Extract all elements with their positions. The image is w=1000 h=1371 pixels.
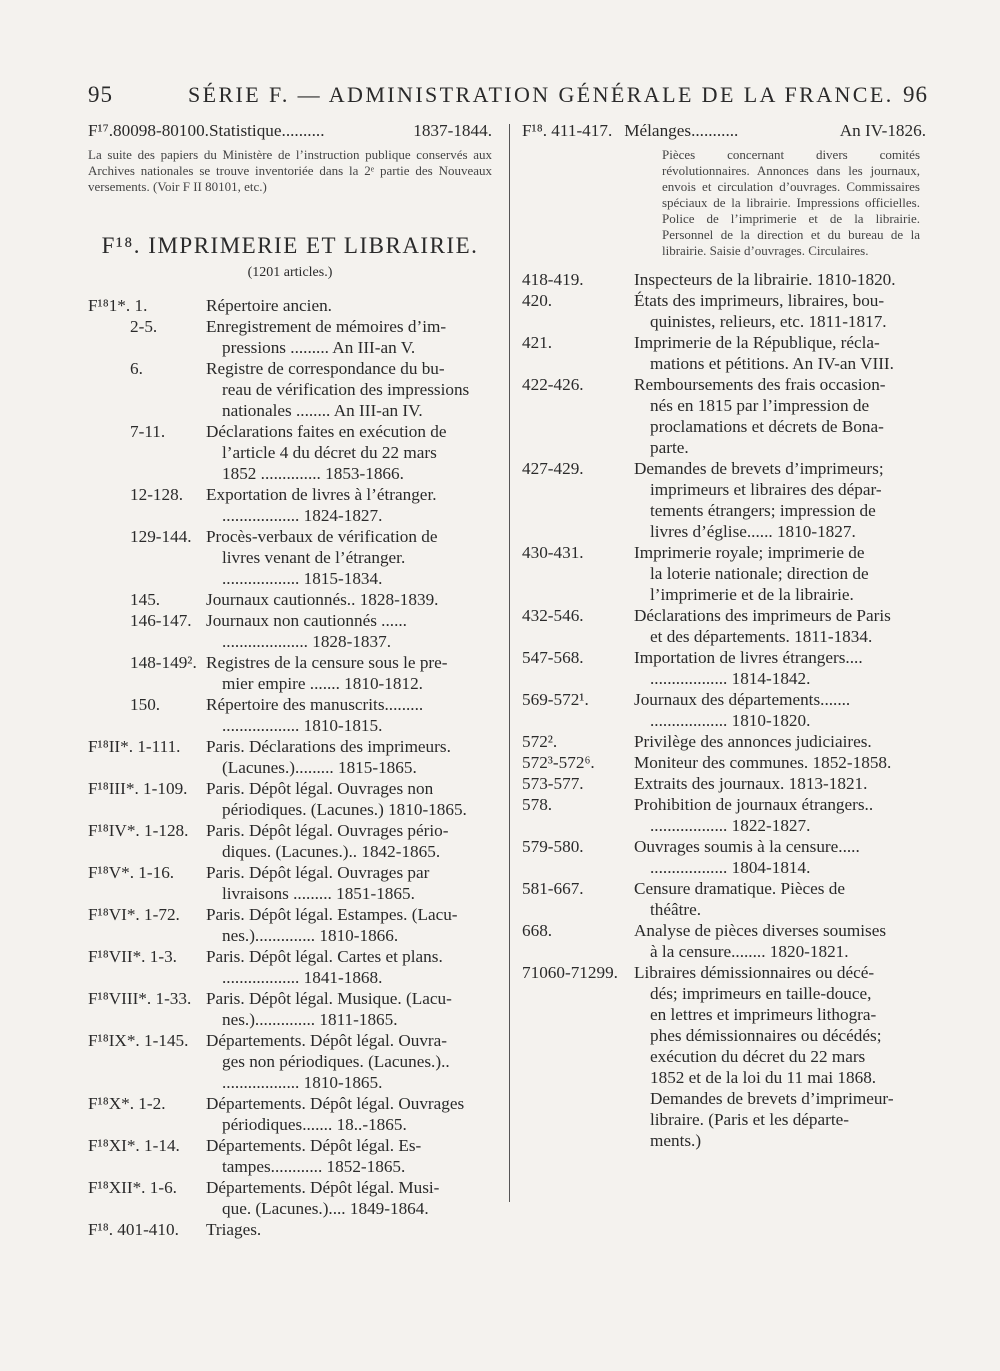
entry-number: 572². <box>522 732 558 751</box>
catalog-entry <box>522 731 926 752</box>
entry-line: ments.) <box>650 1131 702 1150</box>
entry-line: Triages. <box>206 1220 262 1239</box>
entry-description <box>206 295 492 316</box>
entry-line: Imprimerie royale; imprimerie de <box>634 543 865 562</box>
entry-number: 573-577. <box>522 774 584 793</box>
entry-line: Analyse de pièces diverses soumises <box>634 921 887 940</box>
entry-line: Déclarations des imprimeurs de Paris <box>634 606 891 625</box>
entry-number: 420. <box>522 291 553 310</box>
entry-number: 145. <box>130 590 161 609</box>
catalog-entry <box>522 794 926 836</box>
entry-line: Prohibition de journaux étrangers.. <box>634 795 874 814</box>
catalog-entry <box>88 610 492 652</box>
entry-line: nationales ........ An III-an IV. <box>222 401 423 420</box>
entry-title: Mélanges........... <box>624 121 739 140</box>
entry-description <box>206 358 492 421</box>
entry-line: Libraires démissionnaires ou décé- <box>634 963 875 982</box>
entry-line: 1852 et de la loi du 11 mai 1868. <box>650 1068 877 1087</box>
entry-line: Journaux non cautionnés ...... <box>206 611 407 630</box>
entry-number: F¹⁸VIII*. 1-33. <box>88 989 192 1008</box>
entry-line: périodiques. (Lacunes.) 1810-1865. <box>222 800 467 819</box>
entry-line: Ouvrages soumis à la censure..... <box>634 837 860 856</box>
entry-description <box>206 1219 492 1240</box>
entry-line: l’article 4 du décret du 22 mars <box>222 443 437 462</box>
entry-number: 148-149². <box>130 653 197 672</box>
entry-description <box>634 962 926 1151</box>
catalog-entry <box>522 605 926 647</box>
entry-line: Départements. Dépôt légal. Musi- <box>206 1178 440 1197</box>
entry-number: 430-431. <box>522 543 584 562</box>
entry-line: mations et pétitions. An IV-an VIII. <box>650 354 894 373</box>
entry-line: Extraits des journaux. 1813-1821. <box>634 774 868 793</box>
catalog-entry <box>88 295 492 316</box>
entry-description <box>206 610 492 652</box>
entry-line: Paris. Dépôt légal. Musique. (Lacu- <box>206 989 452 1008</box>
entry-description <box>206 904 492 946</box>
entry-description <box>634 878 926 920</box>
entry-description <box>206 1093 492 1135</box>
entry-line: livres venant de l’étranger. <box>222 548 406 567</box>
entry-description <box>634 542 926 605</box>
entry-line: .................... 1828-1837. <box>222 632 392 651</box>
entry-number: F¹⁸V*. 1-16. <box>88 863 175 882</box>
entry-line: .................. 1814-1842. <box>650 669 811 688</box>
entry-line: livres d’église...... 1810-1827. <box>650 522 856 541</box>
entry-description <box>206 421 492 484</box>
entry-number: 572³-572⁶. <box>522 753 595 772</box>
entry-description <box>206 988 492 1030</box>
catalog-entry <box>88 820 492 862</box>
section-title: F¹⁸. IMPRIMERIE ET LIBRAIRIE. <box>101 233 479 258</box>
catalog-entry <box>88 862 492 904</box>
entry-line: à la censure........ 1820-1821. <box>650 942 849 961</box>
entry-line: .................. 1810-1865. <box>222 1073 383 1092</box>
entry-description <box>634 794 926 836</box>
page-number-right: 96 <box>903 82 928 107</box>
entry-line: nés en 1815 par l’impression de <box>650 396 870 415</box>
entry-line: nes.).............. 1811-1865. <box>222 1010 398 1029</box>
catalog-entry <box>522 962 926 1151</box>
entry-number: F¹⁸VI*. 1-72. <box>88 905 180 924</box>
entry-line: Enregistrement de mémoires d’im- <box>206 317 447 336</box>
catalog-entry <box>88 1135 492 1177</box>
entry-line: Paris. Dépôt légal. Ouvrages non <box>206 779 434 798</box>
catalog-entry <box>522 332 926 374</box>
entry-description <box>634 731 926 752</box>
entry-description <box>634 458 926 542</box>
catalog-entry <box>88 484 492 526</box>
entry-line: dés; imprimeurs en taille-douce, <box>650 984 872 1003</box>
entry-description <box>634 773 926 794</box>
entry-number: 547-568. <box>522 648 584 667</box>
entry-line: Imprimerie de la République, récla- <box>634 333 880 352</box>
entry-line: Répertoire ancien. <box>206 296 332 315</box>
entry-number: 581-667. <box>522 879 584 898</box>
entry-number: 2-5. <box>130 317 158 336</box>
catalog-entry <box>88 1219 492 1240</box>
entry-number: F¹⁸. 401-410. <box>88 1220 179 1239</box>
entry-number: 427-429. <box>522 459 584 478</box>
entry-number: 421. <box>522 333 553 352</box>
catalog-entry <box>88 946 492 988</box>
catalog-entry <box>88 316 492 358</box>
entry-number: 6. <box>130 359 143 378</box>
entry-number: 129-144. <box>130 527 192 546</box>
catalog-entry <box>522 773 926 794</box>
entry-line: nes.).............. 1810-1866. <box>222 926 399 945</box>
entry-description <box>634 269 926 290</box>
entry-line: Demandes de brevets d’imprimeurs; <box>634 459 884 478</box>
entry-line: Journaux des départements....... <box>634 690 851 709</box>
entry-line: .................. 1822-1827. <box>650 816 811 835</box>
entry-description <box>206 694 492 736</box>
entry-line: théâtre. <box>650 900 702 919</box>
page-number-left: 95 <box>88 82 113 107</box>
catalog-entry <box>88 1030 492 1093</box>
entry-line: Registres de la censure sous le pre- <box>206 653 448 672</box>
catalog-entry <box>88 526 492 589</box>
entry-number: F¹⁸III*. 1-109. <box>88 779 188 798</box>
entry-description <box>206 1030 492 1093</box>
entry-line: .................. 1810-1815. <box>222 716 383 735</box>
entry-description <box>206 526 492 589</box>
entry-line: Privilège des annonces judiciaires. <box>634 732 872 751</box>
left-entry-list <box>88 295 492 1240</box>
entry-line: Exportation de livres à l’étranger. <box>206 485 437 504</box>
column-divider <box>509 124 510 1202</box>
entry-line: proclamations et décrets de Bona- <box>650 417 884 436</box>
entry-line: Départements. Dépôt légal. Ouvra- <box>206 1031 448 1050</box>
entry-number: 146-147. <box>130 611 192 630</box>
instruction-note: La suite des papiers du Ministère de l’instruction publique conservés aux Archives nationales se trouve inventoriée dans la 2ᵉ partie des Nouveaux versements. (Voir F II 80101, etc.) <box>88 147 492 194</box>
entry-number: 579-580. <box>522 837 584 856</box>
entry-line: parte. <box>650 438 689 457</box>
entry-line: Départements. Dépôt légal. Es- <box>206 1136 422 1155</box>
entry-line: Moniteur des communes. 1852-1858. <box>634 753 892 772</box>
catalog-entry <box>522 689 926 731</box>
entry-line: États des imprimeurs, libraires, bou- <box>634 291 885 310</box>
entry-description <box>634 647 926 689</box>
catalog-entry <box>88 988 492 1030</box>
entry-line: et des départements. 1811-1834. <box>650 627 873 646</box>
entry-line: livraisons ......... 1851-1865. <box>222 884 415 903</box>
entry-line: .................. 1824-1827. <box>222 506 383 525</box>
entry-number: 12-128. <box>130 485 183 504</box>
catalog-entry <box>88 1177 492 1219</box>
entry-code: F¹⁷.80098-80100.Statistique.......... <box>88 121 325 140</box>
entry-line: Censure dramatique. Pièces de <box>634 879 845 898</box>
melanges-entry <box>522 120 926 141</box>
entry-description <box>634 374 926 458</box>
entry-line: tements étrangers; impression de <box>650 501 876 520</box>
entry-line: libraire. (Paris et les départe- <box>650 1110 849 1129</box>
entry-number: F¹⁸XII*. 1-6. <box>88 1178 177 1197</box>
entry-line: Départements. Dépôt légal. Ouvrages <box>206 1094 465 1113</box>
entry-number: F¹⁸VII*. 1-3. <box>88 947 177 966</box>
catalog-entry <box>88 778 492 820</box>
entry-description <box>206 862 492 904</box>
entry-code: F¹⁸. 411-417. <box>522 121 613 140</box>
entry-number: 422-426. <box>522 375 584 394</box>
entry-line: la loterie nationale; direction de <box>650 564 869 583</box>
entry-line: .................. 1815-1834. <box>222 569 383 588</box>
catalog-entry <box>88 694 492 736</box>
entry-line: Répertoire des manuscrits......... <box>206 695 424 714</box>
entry-line: reau de vérification des impressions <box>222 380 470 399</box>
entry-line: périodiques....... 18..-1865. <box>222 1115 407 1134</box>
entry-description <box>206 946 492 988</box>
entry-description <box>206 652 492 694</box>
entry-description <box>206 820 492 862</box>
entry-line: Procès-verbaux de vérification de <box>206 527 438 546</box>
entry-number: F¹⁸1*. 1. <box>88 296 148 315</box>
entry-line: Paris. Dépôt légal. Estampes. (Lacu- <box>206 905 458 924</box>
entry-description <box>206 1177 492 1219</box>
entry-line: en lettres et imprimeurs lithogra- <box>650 1005 877 1024</box>
entry-description <box>634 752 926 773</box>
catalog-entry <box>88 904 492 946</box>
entry-line: l’imprimerie et de la librairie. <box>650 585 854 604</box>
catalog-entry <box>88 652 492 694</box>
entry-line: que. (Lacunes.).... 1849-1864. <box>222 1199 429 1218</box>
entry-line: 1852 .............. 1853-1866. <box>222 464 404 483</box>
entry-number: 569-572¹. <box>522 690 589 709</box>
entry-number: 7-11. <box>130 422 166 441</box>
entry-description <box>634 689 926 731</box>
entry-line: ges non périodiques. (Lacunes.).. <box>222 1052 450 1071</box>
entry-line: imprimeurs et libraires des dépar- <box>650 480 882 499</box>
entry-dates: 1837-1844. <box>413 121 492 140</box>
catalog-entry <box>88 1093 492 1135</box>
entry-number: 668. <box>522 921 553 940</box>
entry-number: 71060-71299. <box>522 963 618 982</box>
entry-description <box>206 1135 492 1177</box>
entry-description <box>206 778 492 820</box>
entry-line: phes démissionnaires ou décédés; <box>650 1026 882 1045</box>
entry-line: Inspecteurs de la librairie. 1810-1820. <box>634 270 896 289</box>
entry-description <box>206 589 492 610</box>
catalog-entry <box>522 374 926 458</box>
entry-description <box>634 836 926 878</box>
left-column <box>88 120 492 1240</box>
entry-number: 432-546. <box>522 606 584 625</box>
right-entry-list <box>522 269 926 1151</box>
entry-number: F¹⁸IV*. 1-128. <box>88 821 189 840</box>
entry-line: mier empire ....... 1810-1812. <box>222 674 423 693</box>
statistique-entry <box>88 120 492 141</box>
entry-number: F¹⁸XI*. 1-14. <box>88 1136 180 1155</box>
entry-line: diques. (Lacunes.).. 1842-1865. <box>222 842 441 861</box>
melanges-note: Pièces concernant divers comités révolutionnaires. Annonces dans les journaux, envois et circulation d’ouvrages. Commissaires spéciaux de la librairie. Impressions officielles. Police de l’imprimerie et de la librairie. Personnel de la direction et du bureau de la librairie. Saisie d’ouvrages. Circulaires. <box>662 147 920 258</box>
entry-description <box>634 605 926 647</box>
entry-number: 578. <box>522 795 553 814</box>
entry-description <box>206 316 492 358</box>
entry-line: Importation de livres étrangers.... <box>634 648 863 667</box>
entry-line: (Lacunes.)......... 1815-1865. <box>222 758 417 777</box>
catalog-entry <box>522 878 926 920</box>
entry-number: 418-419. <box>522 270 584 289</box>
catalog-entry <box>522 290 926 332</box>
entry-line: Journaux cautionnés.. 1828-1839. <box>206 590 439 609</box>
catalog-entry <box>522 458 926 542</box>
entry-line: Paris. Dépôt légal. Ouvrages par <box>206 863 430 882</box>
catalog-entry <box>88 589 492 610</box>
catalog-entry <box>522 542 926 605</box>
entry-number: F¹⁸X*. 1-2. <box>88 1094 166 1113</box>
running-title: SÉRIE F. — ADMINISTRATION GÉNÉRALE DE LA FRANCE. <box>188 82 894 107</box>
catalog-entry <box>522 647 926 689</box>
entry-line: tampes............ 1852-1865. <box>222 1157 406 1176</box>
entry-line: Remboursements des frais occasion- <box>634 375 886 394</box>
catalog-entry <box>522 836 926 878</box>
entry-line: Paris. Dépôt légal. Cartes et plans. <box>206 947 443 966</box>
entry-number: F¹⁸IX*. 1-145. <box>88 1031 189 1050</box>
entry-line: .................. 1841-1868. <box>222 968 383 987</box>
catalog-entry <box>88 358 492 421</box>
entry-line: quinistes, relieurs, etc. 1811-1817. <box>650 312 887 331</box>
right-column <box>522 120 926 1151</box>
catalog-entry <box>88 421 492 484</box>
section-subtitle: (1201 articles.) <box>247 265 333 280</box>
entry-line: .................. 1804-1814. <box>650 858 811 877</box>
entry-dates: An IV-1826. <box>839 121 926 140</box>
catalog-entry <box>88 736 492 778</box>
entry-line: .................. 1810-1820. <box>650 711 811 730</box>
entry-description <box>634 920 926 962</box>
entry-line: Paris. Dépôt légal. Ouvrages pério- <box>206 821 449 840</box>
entry-description <box>206 736 492 778</box>
catalog-entry <box>522 920 926 962</box>
entry-line: Paris. Déclarations des imprimeurs. <box>206 737 451 756</box>
entry-line: Registre de correspondance du bu- <box>206 359 445 378</box>
entry-description <box>206 484 492 526</box>
entry-line: pressions ......... An III-an V. <box>222 338 416 357</box>
entry-line: Déclarations faites en exécution de <box>206 422 447 441</box>
catalog-entry <box>522 752 926 773</box>
catalog-entry <box>522 269 926 290</box>
entry-number: 150. <box>130 695 161 714</box>
entry-line: exécution du décret du 22 mars <box>650 1047 866 1066</box>
entry-line: Demandes de brevets d’imprimeur- <box>650 1089 894 1108</box>
entry-number: F¹⁸II*. 1-111. <box>88 737 181 756</box>
entry-description <box>634 290 926 332</box>
entry-description <box>634 332 926 374</box>
